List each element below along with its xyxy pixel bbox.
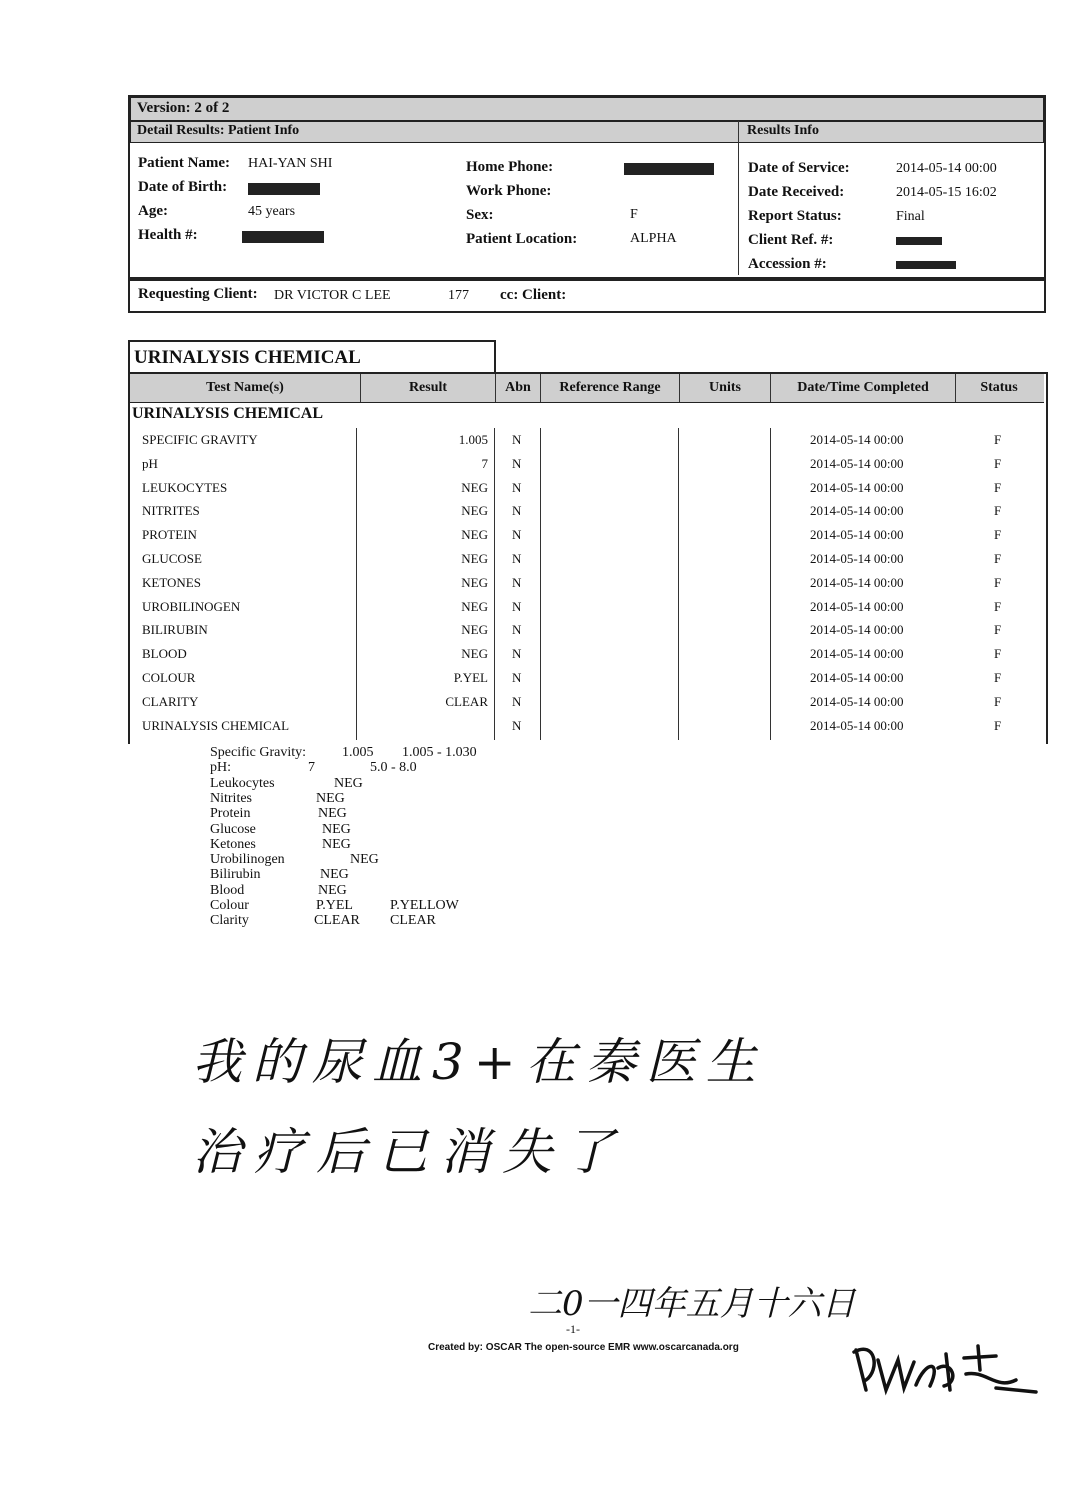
note-value: NEG: [320, 867, 349, 883]
home-phone-redacted: [624, 163, 714, 175]
col-abn: Abn: [496, 374, 541, 402]
patient-info-box: [128, 95, 1046, 279]
note-line: [210, 913, 530, 928]
version-bar: [130, 97, 1044, 121]
note-label: pH:: [210, 760, 231, 776]
table-row: [130, 599, 1044, 623]
requesting-client-code: 177: [448, 288, 469, 303]
status-flag: F: [994, 551, 1002, 566]
dob-label: Date of Birth:: [138, 179, 228, 195]
age-label: Age:: [138, 203, 168, 219]
note-label: Ketones: [210, 836, 256, 852]
status-flag: F: [994, 574, 1002, 590]
status-flag: F: [994, 598, 1002, 614]
abn-flag: N: [512, 455, 522, 471]
abn-flag: N: [512, 503, 522, 519]
note-line: [210, 867, 530, 882]
note-line: [210, 760, 530, 775]
status-flag: F: [994, 622, 1002, 638]
table-row: [130, 480, 1044, 504]
note-reference: 1.005 - 1.030: [402, 745, 477, 760]
col-result: Result: [361, 374, 496, 402]
date-completed: 2014-05-14 00:00: [810, 670, 904, 685]
note-label: Nitrites: [210, 790, 252, 806]
results-info-divider: [738, 121, 739, 275]
table-row: [130, 670, 1044, 694]
test-name: SPECIFIC GRAVITY: [142, 432, 258, 447]
status-flag: F: [994, 646, 1002, 662]
page-number: -1-: [566, 1322, 580, 1336]
patient-name: HAI-YAN SHI: [248, 156, 333, 171]
sex-label: Sex:: [466, 207, 494, 223]
test-name: URINALYSIS CHEMICAL: [142, 717, 290, 733]
section-bar: [130, 121, 1044, 143]
status-flag: F: [994, 527, 1002, 543]
signature: [846, 1330, 1046, 1410]
date-completed: 2014-05-14 00:00: [810, 717, 904, 733]
result-value: NEG: [461, 622, 488, 638]
requesting-client-name: DR VICTOR C LEE: [274, 288, 391, 303]
status-flag: F: [994, 693, 1002, 709]
accession-redacted: [896, 261, 956, 269]
note-label: Clarity: [210, 913, 249, 929]
note-label: Colour: [210, 898, 249, 913]
abn-flag: N: [512, 574, 522, 590]
abn-flag: N: [512, 479, 522, 495]
note-line: [210, 791, 530, 806]
test-name: GLUCOSE: [142, 551, 202, 566]
location-label: Patient Location:: [466, 231, 578, 247]
service-date: 2014-05-14 00:00: [896, 161, 997, 176]
note-label: Leukocytes: [210, 775, 275, 791]
age-value: 45 years: [248, 204, 296, 219]
abn-flag: N: [512, 527, 522, 543]
dob-redacted: [248, 183, 320, 195]
note-value: NEG: [322, 821, 351, 837]
note-line: [210, 898, 530, 913]
note-label: Specific Gravity:: [210, 745, 307, 760]
table-row: [130, 718, 1044, 742]
abn-flag: N: [512, 717, 522, 733]
table-row: [130, 622, 1044, 646]
note-value: NEG: [318, 806, 347, 822]
status-flag: F: [994, 455, 1002, 471]
table-row: [130, 551, 1044, 575]
abn-flag: N: [512, 670, 522, 685]
abn-flag: N: [512, 646, 522, 662]
footer-created-by: Created by: OSCAR The open-source EMR www.oscarcanada.org: [428, 1342, 739, 1353]
result-value: 7: [481, 455, 488, 471]
group-title: URINALYSIS CHEMICAL: [132, 405, 324, 422]
result-value: NEG: [461, 574, 488, 590]
table-row: [130, 646, 1044, 670]
table-row: [130, 503, 1044, 527]
result-value: 1.005: [458, 432, 488, 447]
col-units: Units: [680, 374, 771, 402]
result-value: NEG: [461, 527, 488, 543]
date-completed: 2014-05-14 00:00: [810, 598, 904, 614]
patient-name-label: Patient Name:: [138, 155, 231, 171]
note-line: [210, 776, 530, 791]
result-value: NEG: [461, 479, 488, 495]
test-name: BILIRUBIN: [142, 622, 208, 638]
result-value: NEG: [461, 551, 488, 566]
version-label: Version: 2 of 2: [137, 100, 230, 116]
note-label: Urobilinogen: [210, 852, 285, 868]
col-date-completed: Date/Time Completed: [771, 374, 956, 402]
note-value: NEG: [318, 882, 347, 898]
status-flag: F: [994, 432, 1002, 447]
note-label: Glucose: [210, 821, 256, 837]
note-label: Protein: [210, 806, 251, 822]
note-label: Blood: [210, 882, 245, 898]
status-flag: F: [994, 503, 1002, 519]
status-flag: F: [994, 717, 1002, 733]
table-row: [130, 456, 1044, 480]
service-date-label: Date of Service:: [748, 160, 850, 176]
received-date-label: Date Received:: [748, 184, 845, 200]
table-row: [130, 527, 1044, 551]
sex-value: F: [630, 207, 638, 222]
section-title: URINALYSIS CHEMICAL: [134, 347, 361, 368]
test-name: COLOUR: [142, 670, 196, 685]
status-flag: F: [994, 479, 1002, 495]
result-value: NEG: [461, 646, 488, 662]
abn-flag: N: [512, 693, 522, 709]
health-redacted: [242, 231, 324, 243]
requesting-client-label: Requesting Client:: [138, 286, 258, 302]
note-value: 7: [308, 760, 315, 776]
report-status: Final: [896, 209, 925, 224]
table-header: [130, 374, 1044, 403]
note-reference: 5.0 - 8.0: [370, 760, 417, 776]
note-line: [210, 745, 530, 760]
result-value: NEG: [461, 503, 488, 519]
note-line: [210, 822, 530, 837]
date-completed: 2014-05-14 00:00: [810, 622, 904, 638]
note-value: NEG: [350, 852, 379, 868]
note-line: [210, 806, 530, 821]
section-right-label: Results Info: [747, 123, 819, 138]
section-left-label: Detail Results: Patient Info: [137, 123, 300, 138]
table-body: [130, 432, 1044, 742]
col-test-name: Test Name(s): [130, 374, 361, 402]
date-completed: 2014-05-14 00:00: [810, 551, 904, 566]
client-ref-label: Client Ref. #:: [748, 232, 834, 248]
note-line: [210, 883, 530, 898]
handwritten-note-line2: 治疗后已消失了: [192, 1123, 626, 1181]
table-row: [130, 575, 1044, 599]
test-name: LEUKOCYTES: [142, 479, 228, 495]
result-value: P.YEL: [453, 670, 488, 685]
date-completed: 2014-05-14 00:00: [810, 503, 904, 519]
note-value: 1.005: [342, 745, 374, 760]
test-name: NITRITES: [142, 503, 200, 519]
abn-flag: N: [512, 551, 522, 566]
report-status-label: Report Status:: [748, 208, 842, 224]
test-name: CLARITY: [142, 693, 199, 709]
test-name: UROBILINOGEN: [142, 598, 241, 614]
col-status: Status: [980, 380, 1018, 395]
health-label: Health #:: [138, 227, 198, 243]
table-row: [130, 694, 1044, 718]
abn-flag: N: [512, 622, 522, 638]
note-value: P.YEL: [316, 898, 353, 913]
note-value: NEG: [316, 790, 345, 806]
accession-label: Accession #:: [748, 256, 827, 272]
handwritten-note-line1: 我的尿血3+在秦医生: [192, 1033, 766, 1091]
note-value: NEG: [334, 775, 363, 791]
home-phone-label: Home Phone:: [466, 159, 554, 175]
note-reference: CLEAR: [390, 913, 436, 929]
note-line: [210, 852, 530, 867]
abn-flag: N: [512, 432, 522, 447]
test-name: PROTEIN: [142, 527, 197, 543]
date-completed: 2014-05-14 00:00: [810, 574, 904, 590]
requesting-client-box: [128, 279, 1046, 313]
result-value: CLEAR: [445, 693, 488, 709]
results-table: [128, 372, 1048, 744]
note-value: CLEAR: [314, 913, 360, 929]
client-ref-redacted: [896, 237, 942, 245]
handwritten-date: 二0一四年五月十六日: [528, 1284, 856, 1324]
note-reference: P.YELLOW: [390, 898, 459, 913]
note-line: [210, 837, 530, 852]
location-value: ALPHA: [630, 231, 677, 246]
section-title-box: [128, 340, 496, 372]
date-completed: 2014-05-14 00:00: [810, 693, 904, 709]
received-date: 2014-05-15 16:02: [896, 185, 997, 200]
date-completed: 2014-05-14 00:00: [810, 432, 904, 447]
test-name: KETONES: [142, 574, 201, 590]
col-reference-range: Reference Range: [541, 374, 680, 402]
result-notes: [210, 745, 530, 930]
date-completed: 2014-05-14 00:00: [810, 646, 904, 662]
note-value: NEG: [322, 836, 351, 852]
result-value: NEG: [461, 598, 488, 614]
note-label: Bilirubin: [210, 867, 261, 883]
date-completed: 2014-05-14 00:00: [810, 527, 904, 543]
table-row: [130, 432, 1044, 456]
status-flag: F: [994, 670, 1002, 685]
test-name: pH: [142, 455, 158, 471]
date-completed: 2014-05-14 00:00: [810, 479, 904, 495]
work-phone-label: Work Phone:: [466, 183, 552, 199]
cc-client-label: cc: Client:: [500, 287, 567, 303]
date-completed: 2014-05-14 00:00: [810, 455, 904, 471]
test-name: BLOOD: [142, 646, 187, 662]
abn-flag: N: [512, 598, 522, 614]
